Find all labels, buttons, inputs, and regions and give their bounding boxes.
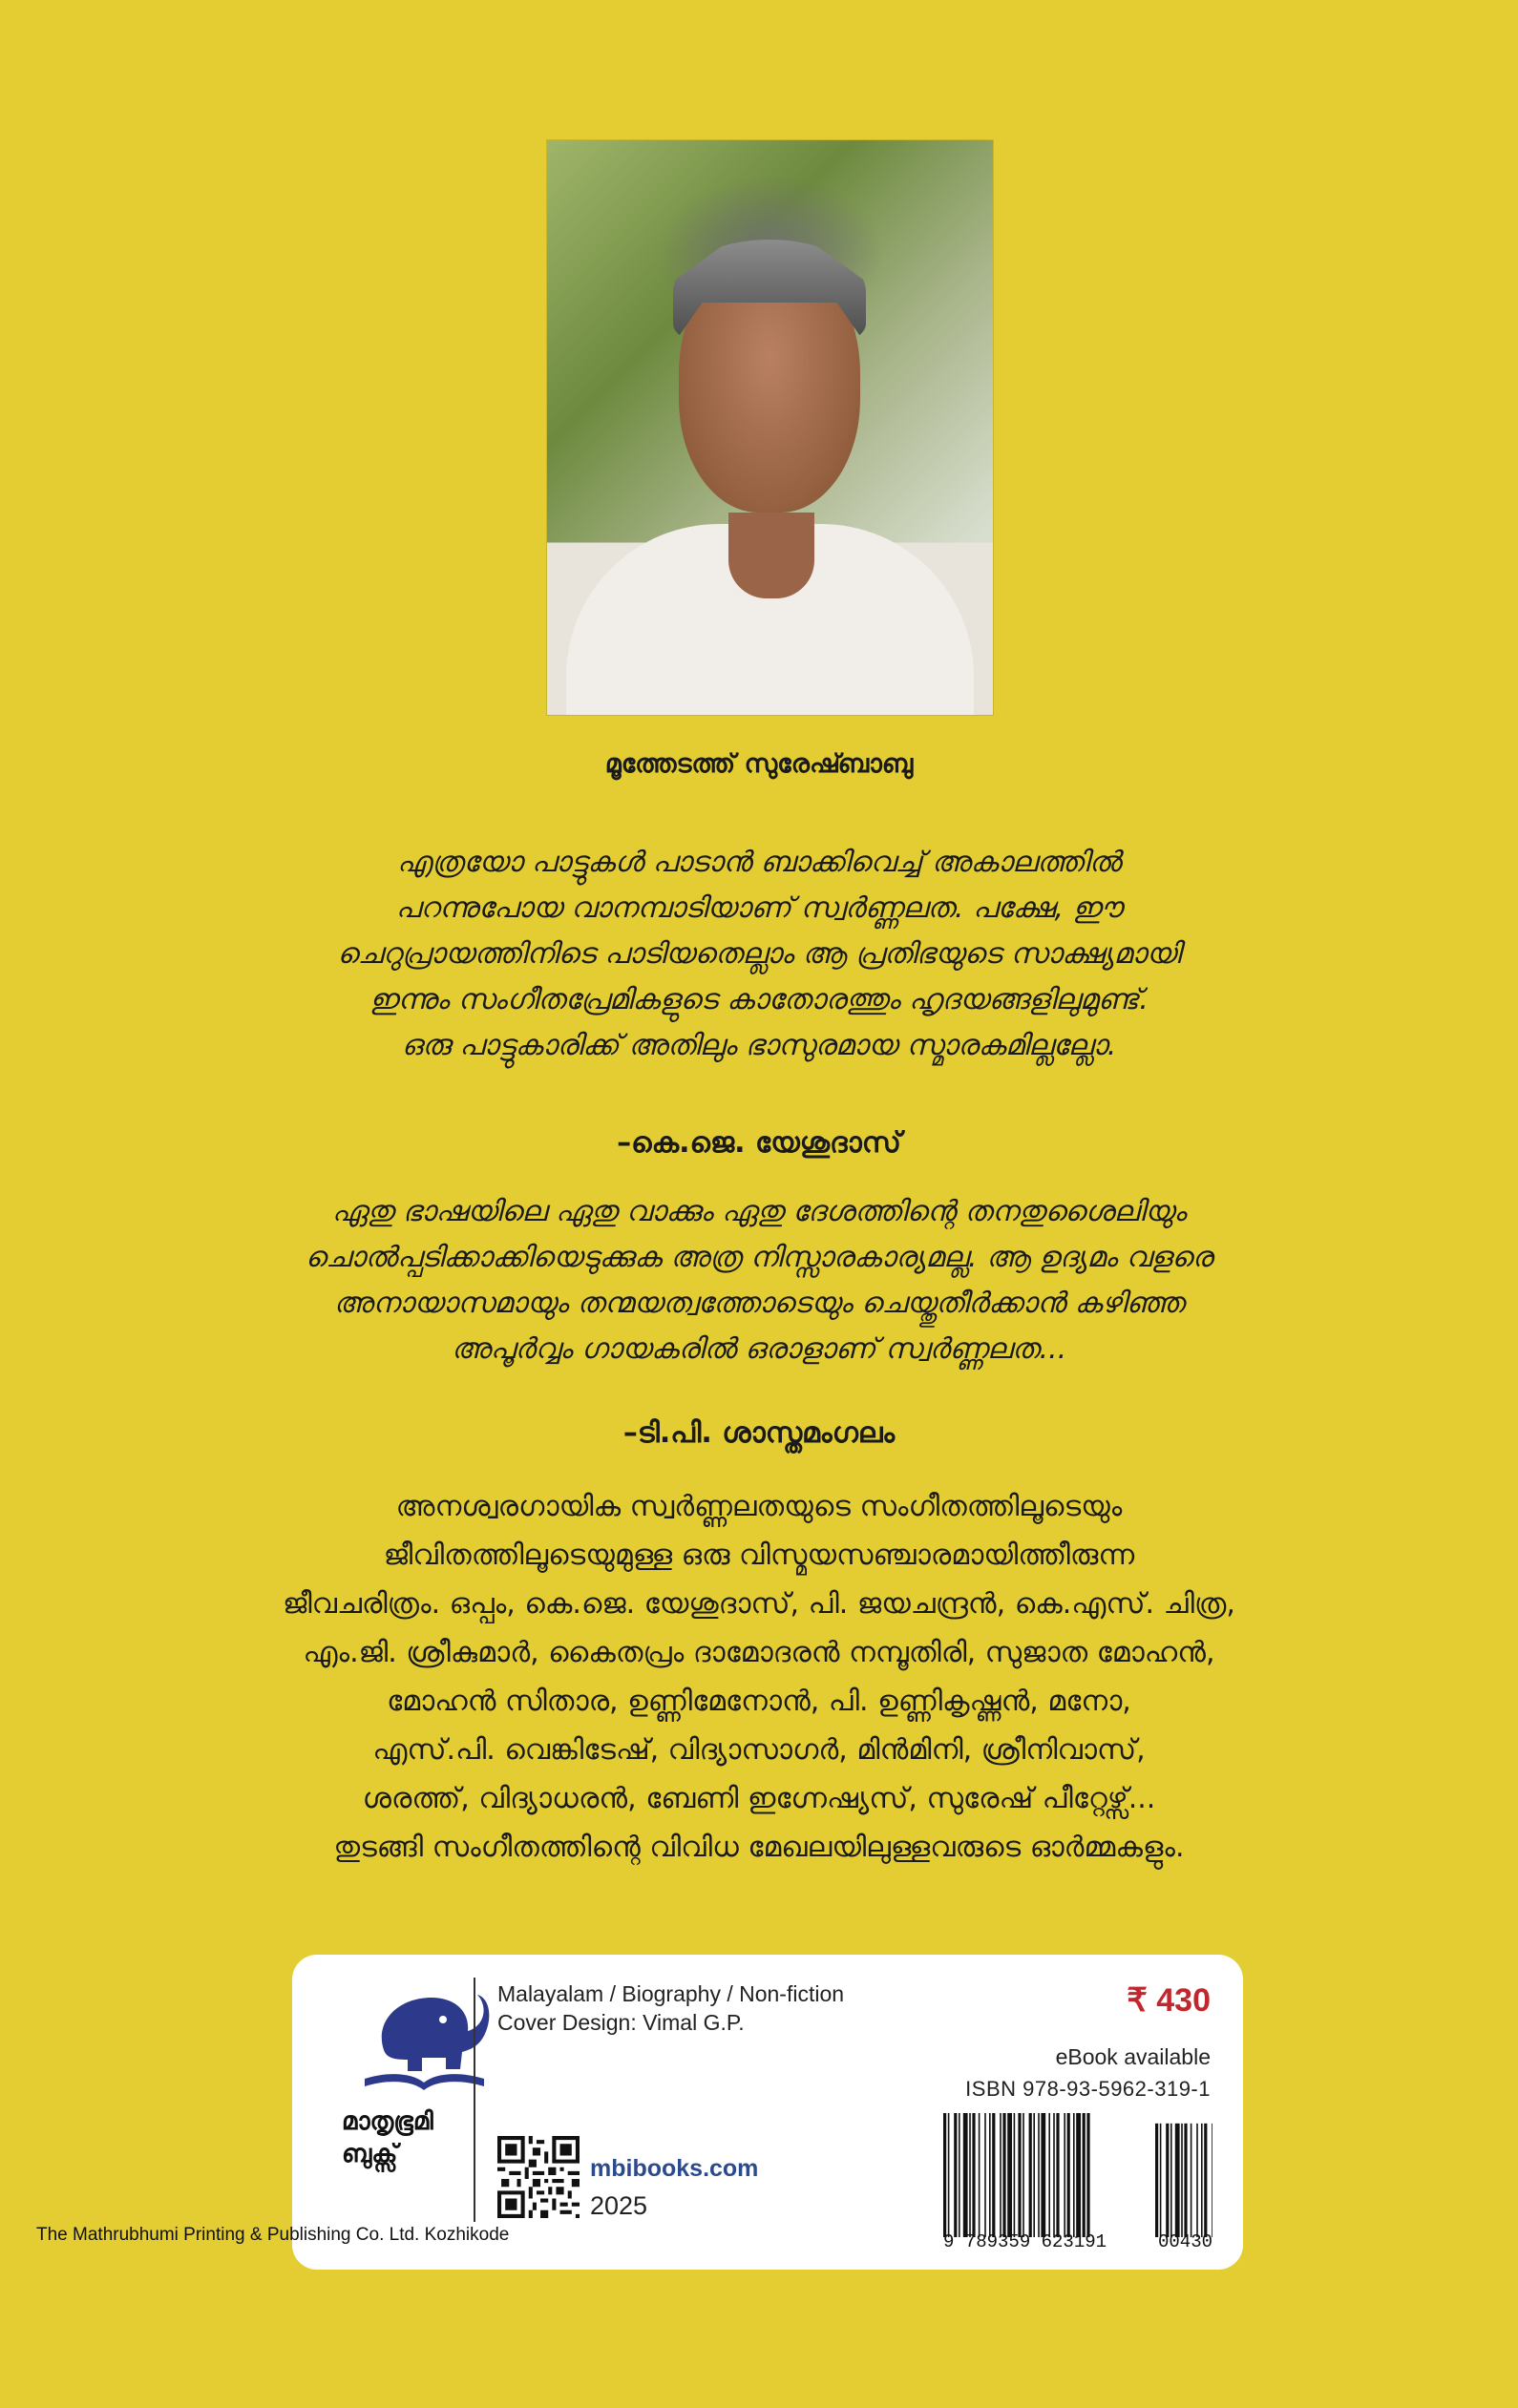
isbn-text: ISBN 978-93-5962-319-1	[965, 2077, 1211, 2101]
blurb-line: അനശ്വരഗായിക സ്വർണ്ണലതയുടെ സംഗീതത്തിലൂടെയും	[395, 1490, 1123, 1523]
quote-line: എത്രയോ പാട്ടുകൾ പാടാൻ ബാക്കിവെച്ച് അകാലത്തിൽ	[396, 846, 1122, 879]
blurb-line: തുടങ്ങി സംഗീതത്തിന്റെ വിവിധ മേഖലയിലുള്ളവരുടെ ഓർമ്മകളും.	[333, 1831, 1185, 1864]
blurb-line: ജീവചരിത്രം. ഒപ്പം, കെ.ജെ. യേശുദാസ്, പി. ജയചന്ദ്രൻ, കെ.എസ്. ചിത്ര,	[283, 1587, 1235, 1621]
quote-line: അപൂർവ്വം ഗായകരിൽ ഒരാളാണ് സ്വർണ്ണലത...	[451, 1332, 1067, 1366]
publisher-name: The Mathrubhumi Printing & Publishing Co. Ltd. Kozhikode	[36, 2225, 510, 2245]
quote-attribution: –ടി.പി. ശാസ്തമംഗലം	[622, 1416, 896, 1450]
genre-text: Malayalam / Biography / Non-fiction	[497, 1981, 845, 2006]
barcode-addon-number: 00430	[1157, 2231, 1212, 2252]
quote-line: അനായാസമായും തന്മയത്വത്തോടെയും ചെയ്തുതീർക്കാൻ കഴിഞ്ഞ	[333, 1287, 1185, 1320]
logo-line: ബുക്സ്	[342, 2140, 398, 2168]
qr-code-icon	[497, 2136, 580, 2218]
barcode-main-number: 9 789359 623191	[943, 2231, 1107, 2252]
quote-line: ചൊൽപ്പടിക്കാക്കിയെടുക്കുക അത്ര നിസ്സാരകാര്യമല്ല. ആ ഉദ്യമം വളരെ	[305, 1241, 1213, 1274]
cover-design-text: Cover Design: Vimal G.P.	[497, 2010, 745, 2035]
quote-line: ചെറുപ്രായത്തിനിടെ പാടിയതെല്ലാം ആ പ്രതിഭയുടെ സാക്ഷ്യമായി	[337, 937, 1181, 971]
photo-neck	[728, 513, 814, 598]
quote-line: പറന്നുപോയ വാനമ്പാടിയാണ് സ്വർണ്ണലത. പക്ഷേ, ഈ	[395, 891, 1123, 925]
logo-text	[342, 2105, 495, 2170]
publication-year: 2025	[590, 2191, 648, 2220]
divider	[474, 1978, 475, 2222]
logo-line: മാതൃഭൂമി	[342, 2107, 433, 2136]
price-label: ₹ 430	[1127, 1982, 1211, 2019]
blurb-line: എം.ജി. ശ്രീകുമാർ, കൈതപ്രം ദാമോദരൻ നമ്പൂതിരി, സുജാത മോഹൻ,	[303, 1636, 1215, 1669]
book-meta	[497, 1979, 844, 2037]
blurb-line: ജീവിതത്തിലൂടെയുമുള്ള ഒരു വിസ്മയസഞ്ചാരമായിത്തീരുന്ന	[383, 1539, 1135, 1572]
quote-yesudas	[143, 840, 1375, 1069]
blurb-line: എസ്.പി. വെങ്കിടേഷ്, വിദ്യാസാഗർ, മിൻമിനി, ശ്രീനിവാസ്,	[372, 1733, 1146, 1767]
quote-sasthamangalam	[143, 1189, 1375, 1372]
book-info-box	[292, 1955, 1243, 2270]
blurb-line: മോഹൻ സിതാര, ഉണ്ണിമേനോൻ, പി. ഉണ്ണികൃഷ്ണൻ, മനോ,	[387, 1685, 1131, 1718]
quote-line: ഇന്നും സംഗീതപ്രേമികളുടെ കാതോരത്തും ഹൃദയങ്ങളിലുമുണ്ട്.	[369, 983, 1149, 1016]
author-name: മൂത്തേടത്ത് സുരേഷ്ബാബു	[604, 749, 914, 779]
book-blurb	[143, 1482, 1375, 1872]
barcode-numbers	[943, 2231, 1212, 2252]
blurb-line: ശരത്ത്, വിദ്യാധരൻ, ബേണി ഇഗ്നേഷ്യസ്, സുരേഷ് പീറ്റേഴ്സ്...	[362, 1782, 1156, 1815]
author-photo	[546, 139, 994, 716]
quote-line: ഒരു പാട്ടുകാരിക്ക് അതിലും ഭാസുരമായ സ്മാരകമില്ലല്ലോ.	[401, 1029, 1117, 1062]
quote-line: ഏതു ഭാഷയിലെ ഏതു വാക്കും ഏതു ദേശത്തിന്റെ തനതുശൈലിയും	[331, 1195, 1187, 1228]
quote-attribution: –കെ.ജെ. യേശുദാസ്	[617, 1126, 901, 1160]
website-link[interactable]: mbibooks.com	[590, 2155, 759, 2182]
ebook-note: eBook available	[1055, 2044, 1211, 2069]
barcode-icon	[943, 2113, 1212, 2237]
